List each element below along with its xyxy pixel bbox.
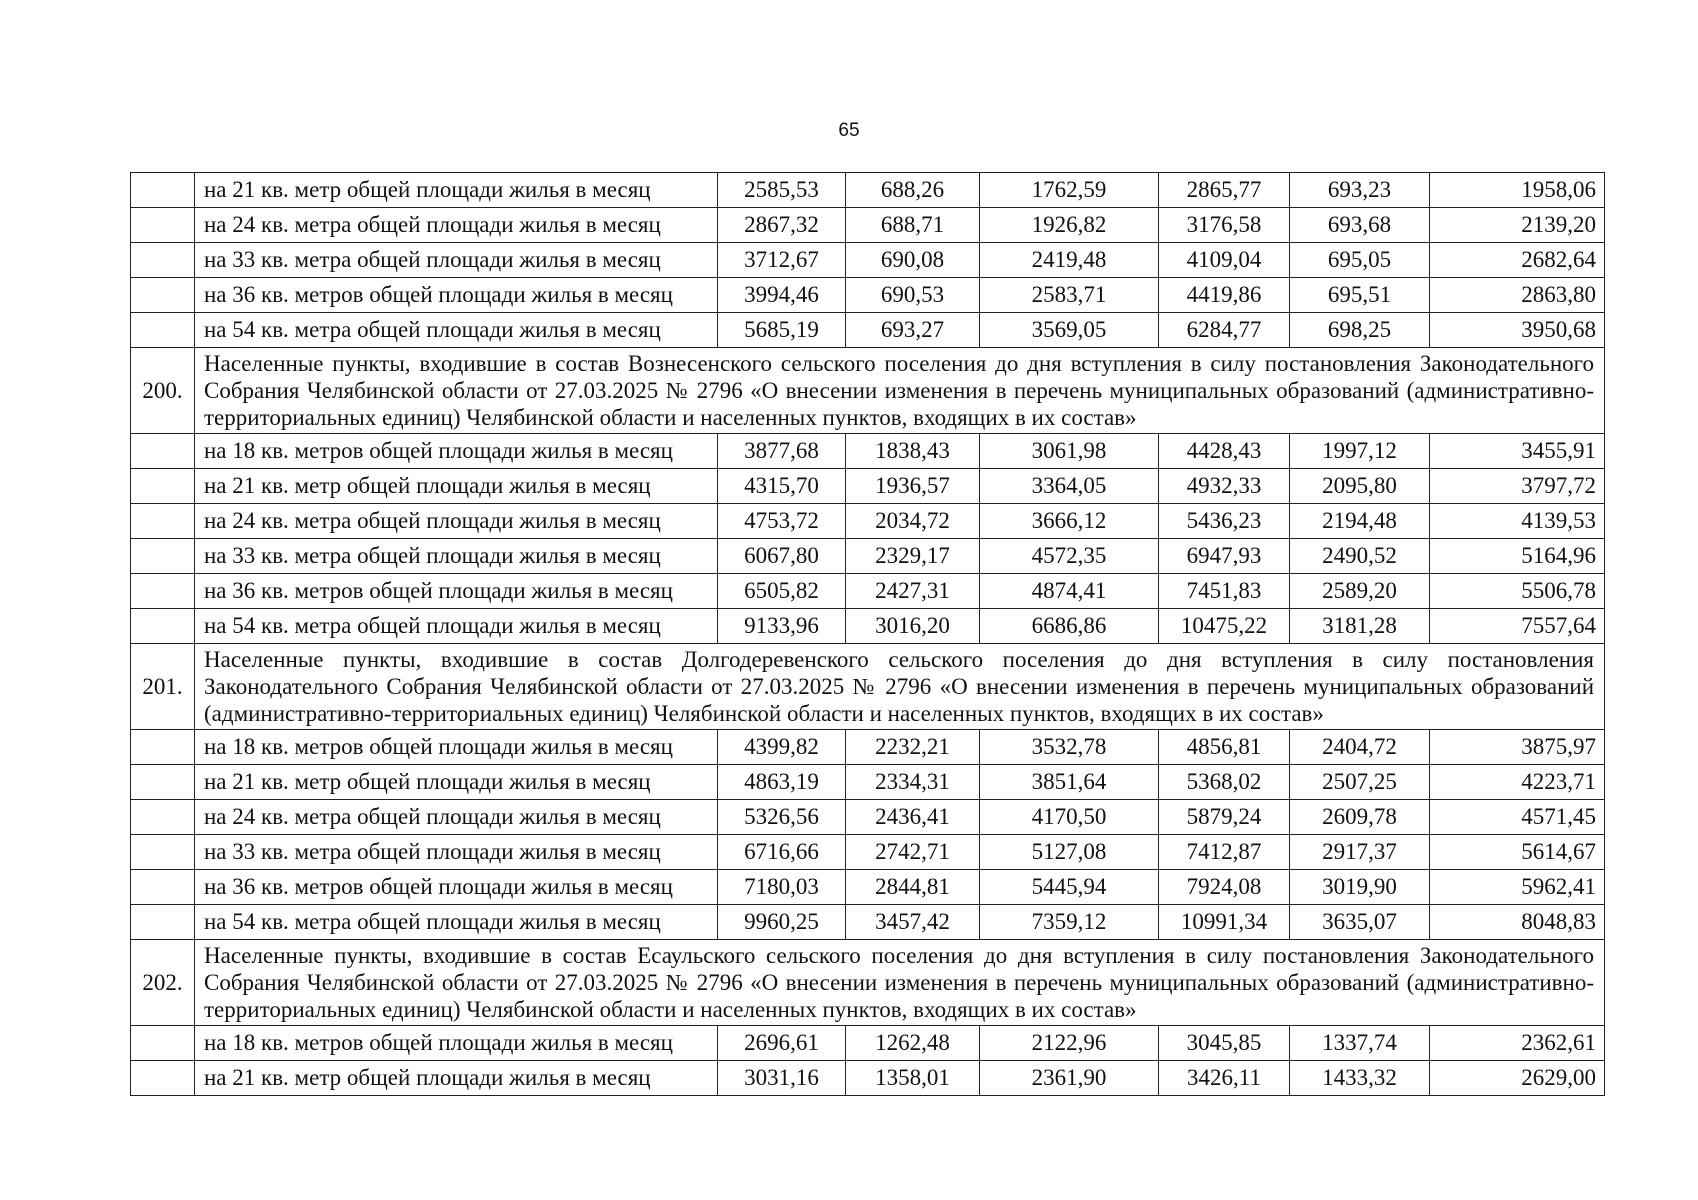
row-label: на 21 кв. метр общей площади жилья в месяц [195,173,718,208]
section-number: 201. [131,644,195,730]
value-cell: 10991,34 [1159,905,1290,940]
tariff-table [130,172,1605,1096]
value-cell: 2589,20 [1290,574,1430,609]
table-row [131,469,1605,504]
value-cell: 4109,04 [1159,243,1290,278]
value-cell: 5164,96 [1430,539,1605,574]
value-cell: 4874,41 [980,574,1159,609]
value-cell: 5506,78 [1430,574,1605,609]
table-row [131,1061,1605,1096]
value-cell: 7359,12 [980,905,1159,940]
row-label: на 33 кв. метра общей площади жилья в месяц [195,539,718,574]
value-cell: 2122,96 [980,1026,1159,1061]
section-header-row [131,348,1605,434]
value-cell: 3797,72 [1430,469,1605,504]
section-number: 202. [131,940,195,1026]
value-cell: 4223,71 [1430,765,1605,800]
section-header-row [131,644,1605,730]
value-cell: 2507,25 [1290,765,1430,800]
value-cell: 3426,11 [1159,1061,1290,1096]
section-heading: Населенные пункты, входившие в состав Вознесенского сельского поселения до дня вступления в силу постановления Законодательного Собрания Челябинской области от 27.03.2025 № 2796 «О внесении изменения в перечень муниципальных образований (административно-территориальных единиц) Челябинской области и населенных пунктов, входящих в их состав» [195,348,1605,434]
row-number-cell [131,574,195,609]
row-label: на 36 кв. метров общей площади жилья в месяц [195,278,718,313]
value-cell: 695,51 [1290,278,1430,313]
value-cell: 1838,43 [846,434,980,469]
row-number-cell [131,243,195,278]
value-cell: 2139,20 [1430,208,1605,243]
value-cell: 3532,78 [980,730,1159,765]
value-cell: 2583,71 [980,278,1159,313]
value-cell: 7412,87 [1159,835,1290,870]
section-header-row [131,940,1605,1026]
table-row [131,243,1605,278]
value-cell: 1926,82 [980,208,1159,243]
row-label: на 24 кв. метра общей площади жилья в месяц [195,800,718,835]
value-cell: 2361,90 [980,1061,1159,1096]
row-number-cell [131,208,195,243]
value-cell: 2867,32 [718,208,846,243]
value-cell: 2629,00 [1430,1061,1605,1096]
value-cell: 4932,33 [1159,469,1290,504]
value-cell: 2329,17 [846,539,980,574]
table-row [131,765,1605,800]
table-row [131,539,1605,574]
value-cell: 6947,93 [1159,539,1290,574]
table-row [131,574,1605,609]
value-cell: 2427,31 [846,574,980,609]
value-cell: 2917,37 [1290,835,1430,870]
value-cell: 3457,42 [846,905,980,940]
value-cell: 1433,32 [1290,1061,1430,1096]
value-cell: 1958,06 [1430,173,1605,208]
value-cell: 3712,67 [718,243,846,278]
value-cell: 2419,48 [980,243,1159,278]
value-cell: 693,27 [846,313,980,348]
value-cell: 690,53 [846,278,980,313]
table-row [131,730,1605,765]
value-cell: 4856,81 [1159,730,1290,765]
value-cell: 2436,41 [846,800,980,835]
value-cell: 3364,05 [980,469,1159,504]
value-cell: 1997,12 [1290,434,1430,469]
value-cell: 1337,74 [1290,1026,1430,1061]
value-cell: 5614,67 [1430,835,1605,870]
value-cell: 3950,68 [1430,313,1605,348]
value-cell: 2404,72 [1290,730,1430,765]
value-cell: 3994,46 [718,278,846,313]
value-cell: 2362,61 [1430,1026,1605,1061]
row-number-cell [131,1061,195,1096]
row-number-cell [131,504,195,539]
row-label: на 21 кв. метр общей площади жилья в месяц [195,469,718,504]
value-cell: 2682,64 [1430,243,1605,278]
table-row [131,208,1605,243]
section-heading: Населенные пункты, входившие в состав Долгодеревенского сельского поселения до дня вступления в силу постановления Законодательного Собрания Челябинской области от 27.03.2025 № 2796 «О внесении изменения в перечень муниципальных образований (административно-территориальных единиц) Челябинской области и населенных пунктов, входящих в их состав» [195,644,1605,730]
value-cell: 6686,86 [980,609,1159,644]
row-label: на 54 кв. метра общей площади жилья в месяц [195,609,718,644]
value-cell: 693,68 [1290,208,1430,243]
row-label: на 33 кв. метра общей площади жилья в месяц [195,243,718,278]
value-cell: 3666,12 [980,504,1159,539]
value-cell: 695,05 [1290,243,1430,278]
table-row [131,173,1605,208]
value-cell: 4863,19 [718,765,846,800]
value-cell: 3877,68 [718,434,846,469]
row-label: на 54 кв. метра общей площади жилья в месяц [195,313,718,348]
row-number-cell [131,609,195,644]
row-number-cell [131,730,195,765]
value-cell: 4572,35 [980,539,1159,574]
value-cell: 3181,28 [1290,609,1430,644]
row-label: на 18 кв. метров общей площади жилья в месяц [195,1026,718,1061]
row-number-cell [131,278,195,313]
value-cell: 4315,70 [718,469,846,504]
value-cell: 7451,83 [1159,574,1290,609]
value-cell: 2095,80 [1290,469,1430,504]
value-cell: 5326,56 [718,800,846,835]
section-heading: Населенные пункты, входившие в состав Есаульского сельского поселения до дня вступления в силу постановления Законодательного Собрания Челябинской области от 27.03.2025 № 2796 «О внесении изменения в перечень муниципальных образований (административно-территориальных единиц) Челябинской области и населенных пунктов, входящих в их состав» [195,940,1605,1026]
value-cell: 6284,77 [1159,313,1290,348]
value-cell: 4139,53 [1430,504,1605,539]
value-cell: 2232,21 [846,730,980,765]
row-label: на 54 кв. метра общей площади жилья в месяц [195,905,718,940]
value-cell: 9960,25 [718,905,846,940]
value-cell: 3176,58 [1159,208,1290,243]
value-cell: 2490,52 [1290,539,1430,574]
row-label: на 18 кв. метров общей площади жилья в месяц [195,434,718,469]
value-cell: 2334,31 [846,765,980,800]
value-cell: 698,25 [1290,313,1430,348]
value-cell: 4399,82 [718,730,846,765]
value-cell: 2844,81 [846,870,980,905]
table-row [131,504,1605,539]
value-cell: 8048,83 [1430,905,1605,940]
value-cell: 3875,97 [1430,730,1605,765]
value-cell: 5962,41 [1430,870,1605,905]
value-cell: 688,71 [846,208,980,243]
section-number: 200. [131,348,195,434]
value-cell: 1936,57 [846,469,980,504]
table-row [131,905,1605,940]
value-cell: 5368,02 [1159,765,1290,800]
tariff-table-body [131,173,1605,1096]
value-cell: 6505,82 [718,574,846,609]
row-number-cell [131,835,195,870]
value-cell: 2194,48 [1290,504,1430,539]
row-label: на 21 кв. метр общей площади жилья в месяц [195,1061,718,1096]
value-cell: 3061,98 [980,434,1159,469]
row-number-cell [131,800,195,835]
row-number-cell [131,539,195,574]
value-cell: 4753,72 [718,504,846,539]
value-cell: 2034,72 [846,504,980,539]
row-label: на 24 кв. метра общей площади жилья в месяц [195,208,718,243]
value-cell: 5685,19 [718,313,846,348]
value-cell: 10475,22 [1159,609,1290,644]
row-number-cell [131,765,195,800]
value-cell: 7180,03 [718,870,846,905]
table-row [131,609,1605,644]
value-cell: 1358,01 [846,1061,980,1096]
value-cell: 4428,43 [1159,434,1290,469]
value-cell: 7924,08 [1159,870,1290,905]
value-cell: 2742,71 [846,835,980,870]
value-cell: 4170,50 [980,800,1159,835]
row-label: на 36 кв. метров общей площади жилья в месяц [195,870,718,905]
table-row [131,835,1605,870]
row-number-cell [131,870,195,905]
value-cell: 693,23 [1290,173,1430,208]
table-row [131,1026,1605,1061]
value-cell: 688,26 [846,173,980,208]
value-cell: 5127,08 [980,835,1159,870]
row-number-cell [131,434,195,469]
value-cell: 2863,80 [1430,278,1605,313]
page-number: 65 [838,120,860,141]
row-label: на 21 кв. метр общей площади жилья в месяц [195,765,718,800]
value-cell: 3851,64 [980,765,1159,800]
value-cell: 1262,48 [846,1026,980,1061]
value-cell: 3569,05 [980,313,1159,348]
value-cell: 2585,53 [718,173,846,208]
value-cell: 5445,94 [980,870,1159,905]
value-cell: 3031,16 [718,1061,846,1096]
value-cell: 690,08 [846,243,980,278]
value-cell: 7557,64 [1430,609,1605,644]
value-cell: 3045,85 [1159,1026,1290,1061]
row-number-cell [131,1026,195,1061]
row-number-cell [131,469,195,504]
table-row [131,434,1605,469]
value-cell: 6716,66 [718,835,846,870]
value-cell: 9133,96 [718,609,846,644]
value-cell: 5436,23 [1159,504,1290,539]
value-cell: 4571,45 [1430,800,1605,835]
value-cell: 5879,24 [1159,800,1290,835]
row-label: на 18 кв. метров общей площади жилья в месяц [195,730,718,765]
row-number-cell [131,905,195,940]
value-cell: 6067,80 [718,539,846,574]
table-row [131,800,1605,835]
value-cell: 2865,77 [1159,173,1290,208]
value-cell: 3455,91 [1430,434,1605,469]
row-number-cell [131,313,195,348]
value-cell: 3019,90 [1290,870,1430,905]
value-cell: 3016,20 [846,609,980,644]
table-row [131,278,1605,313]
row-number-cell [131,173,195,208]
value-cell: 1762,59 [980,173,1159,208]
table-row [131,870,1605,905]
table-row [131,313,1605,348]
row-label: на 36 кв. метров общей площади жилья в месяц [195,574,718,609]
row-label: на 24 кв. метра общей площади жилья в месяц [195,504,718,539]
value-cell: 3635,07 [1290,905,1430,940]
row-label: на 33 кв. метра общей площади жилья в месяц [195,835,718,870]
value-cell: 2609,78 [1290,800,1430,835]
value-cell: 4419,86 [1159,278,1290,313]
value-cell: 2696,61 [718,1026,846,1061]
